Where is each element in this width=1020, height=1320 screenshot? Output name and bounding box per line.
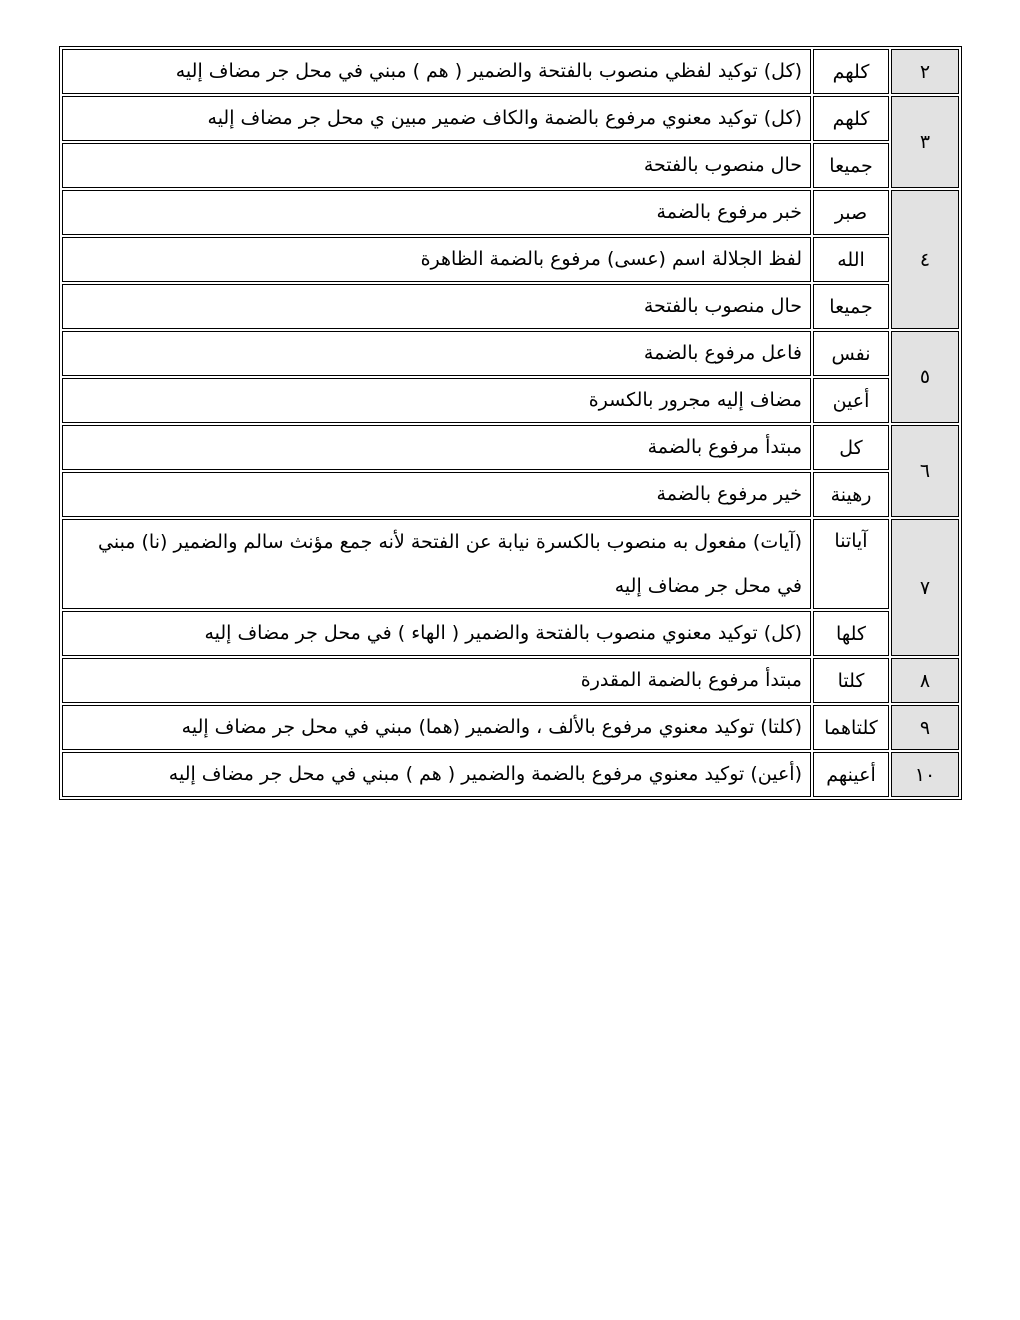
word-cell: آياتنا xyxy=(813,519,889,609)
table-row xyxy=(62,611,959,656)
table-row xyxy=(62,284,959,329)
description-cell: خير مرفوع بالضمة xyxy=(62,472,811,517)
description-cell: مضاف إليه مجرور بالكسرة xyxy=(62,378,811,423)
word-cell: كلهم xyxy=(813,49,889,94)
word-cell: جميعا xyxy=(813,284,889,329)
description-cell: (كل) توكيد معنوي مرفوع بالضمة والكاف ضمير مبين ي محل جر مضاف إليه xyxy=(62,96,811,141)
description-cell: (آيات) مفعول به منصوب بالكسرة نيابة عن الفتحة لأنه جمع مؤنث سالم والضمير (نا) مبني في محل جر مضاف إليه xyxy=(62,519,811,609)
description-cell: خبر مرفوع بالضمة xyxy=(62,190,811,235)
row-number: ٥ xyxy=(891,331,959,423)
row-number: ٦ xyxy=(891,425,959,517)
word-cell: صبر xyxy=(813,190,889,235)
word-cell: نفس xyxy=(813,331,889,376)
table-row xyxy=(62,237,959,282)
row-number: ٩ xyxy=(891,705,959,750)
word-cell: أعين xyxy=(813,378,889,423)
word-cell: كل xyxy=(813,425,889,470)
description-cell: مبتدأ مرفوع بالضمة المقدرة xyxy=(62,658,811,703)
table-row xyxy=(62,519,959,609)
description-cell: (كل) توكيد لفظي منصوب بالفتحة والضمير ( هم ) مبني في محل جر مضاف إليه xyxy=(62,49,811,94)
table-row xyxy=(62,658,959,703)
word-cell: رهينة xyxy=(813,472,889,517)
row-number: ٧ xyxy=(891,519,959,656)
description-cell: مبتدأ مرفوع بالضمة xyxy=(62,425,811,470)
table-row xyxy=(62,378,959,423)
table-row xyxy=(62,143,959,188)
word-cell: كلهم xyxy=(813,96,889,141)
table-row xyxy=(62,190,959,235)
description-cell: (كلتا) توكيد معنوي مرفوع بالألف ، والضمير (هما) مبني في محل جر مضاف إليه xyxy=(62,705,811,750)
row-number: ٢ xyxy=(891,49,959,94)
row-number: ٨ xyxy=(891,658,959,703)
row-number: ١٠ xyxy=(891,752,959,797)
table-row xyxy=(62,472,959,517)
table-row xyxy=(62,425,959,470)
table-row xyxy=(62,752,959,797)
description-cell: حال منصوب بالفتحة xyxy=(62,284,811,329)
table-row xyxy=(62,331,959,376)
row-number: ٤ xyxy=(891,190,959,329)
word-cell: الله xyxy=(813,237,889,282)
row-number: ٣ xyxy=(891,96,959,188)
description-cell: لفظ الجلالة اسم (عسى) مرفوع بالضمة الظاهرة xyxy=(62,237,811,282)
word-cell: كلها xyxy=(813,611,889,656)
irab-table xyxy=(59,46,962,800)
description-cell: (كل) توكيد معنوي منصوب بالفتحة والضمير ( الهاء ) في محل جر مضاف إليه xyxy=(62,611,811,656)
page xyxy=(59,46,962,800)
word-cell: كلتا xyxy=(813,658,889,703)
table-row xyxy=(62,705,959,750)
description-cell: (أعين) توكيد معنوي مرفوع بالضمة والضمير ( هم ) مبني في محل جر مضاف إليه xyxy=(62,752,811,797)
table-row xyxy=(62,49,959,94)
table-row xyxy=(62,96,959,141)
word-cell: كلتاهما xyxy=(813,705,889,750)
word-cell: جميعا xyxy=(813,143,889,188)
word-cell: أعينهم xyxy=(813,752,889,797)
description-cell: حال منصوب بالفتحة xyxy=(62,143,811,188)
description-cell: فاعل مرفوع بالضمة xyxy=(62,331,811,376)
